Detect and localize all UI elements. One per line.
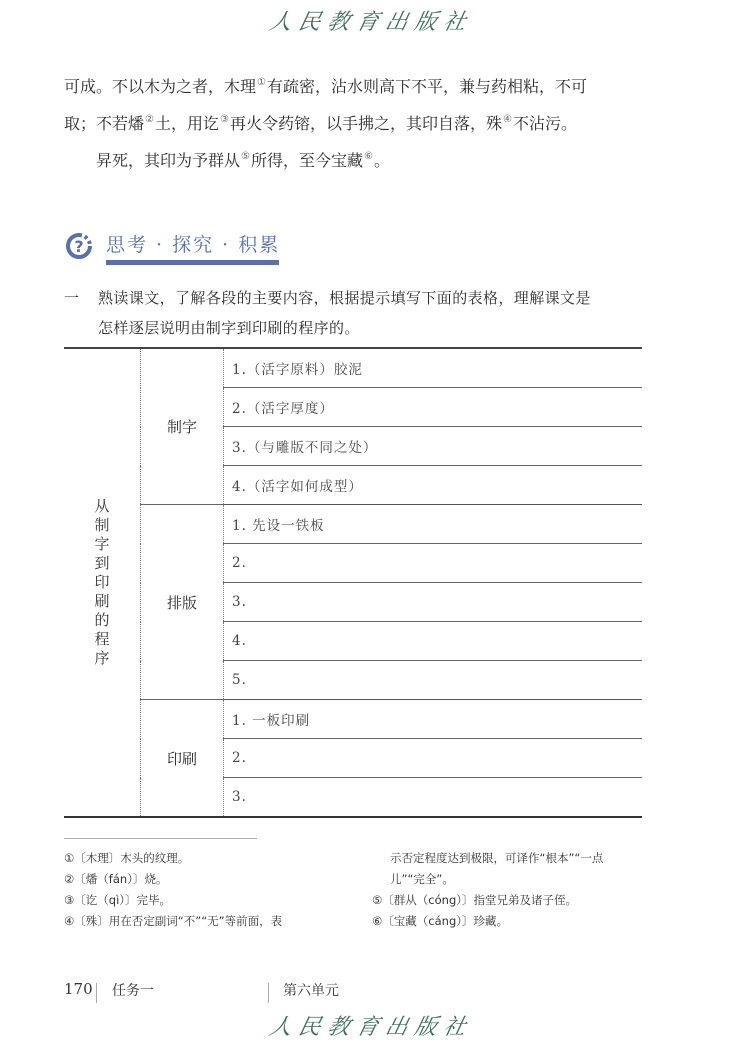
footnote-ref-4[interactable]: ④ — [502, 114, 512, 125]
table-row[interactable]: 3. — [224, 583, 643, 622]
table-row[interactable]: 4.（活字如何成型） — [224, 466, 643, 505]
footnote-ref-6[interactable]: ⑥ — [364, 151, 373, 162]
footer-task-label: 任务一 — [112, 983, 154, 999]
section-title: 思考 · 探究 · 积累 — [106, 234, 281, 256]
body-paragraph — [64, 66, 654, 177]
footnote-ref-1[interactable]: ① — [257, 77, 266, 88]
footer-divider — [268, 983, 269, 1003]
stage-paiban: 排版 — [141, 505, 224, 700]
task-number: 一 — [64, 289, 80, 307]
table-row[interactable]: 3.（与雕版不同之处） — [224, 427, 643, 466]
footnote-ref-2[interactable]: ② — [145, 114, 154, 125]
publisher-logo-top: 人民教育出版社 — [266, 10, 476, 35]
body-line-2: 取；不若燔②土，用讫③再火令药镕，以手拂之，其印自落，殊④不沾污。 — [64, 114, 577, 133]
body-line-1: 可成。不以木为之者，木理①有疏密，沾水则高下不平，兼与药相粘，不可 — [64, 77, 587, 96]
svg-text:?: ? — [74, 237, 84, 256]
task-line-1: 熟读课文，了解各段的主要内容，根据提示填写下面的表格，理解课文是 — [98, 289, 591, 307]
section-underline — [106, 260, 279, 265]
footnotes-right — [372, 848, 662, 932]
footer-unit-label: 第六单元 — [283, 983, 339, 999]
footer-divider — [96, 983, 97, 1003]
question-icon — [64, 231, 94, 261]
footnotes-left — [64, 848, 364, 932]
footnote-4-cont-2: 儿”“完全”。 — [390, 872, 454, 886]
table-row[interactable]: 2.（活字厚度） — [224, 388, 643, 427]
footnote-3: ③〔讫（qì）〕完毕。 — [64, 893, 172, 907]
stage-yinshua: 印刷 — [141, 700, 224, 818]
footnote-5: ⑤〔群从（cóng）〕指堂兄弟及诸子侄。 — [372, 893, 578, 907]
footnote-4: ④〔殊〕用在否定副词“不”“无”等前面，表 — [64, 914, 283, 928]
table-row[interactable]: 5. — [224, 661, 643, 700]
publisher-logo-bottom: 人民教育出版社 — [266, 1015, 476, 1040]
footnote-6: ⑥〔宝藏（cáng）〕珍藏。 — [372, 914, 509, 928]
table-row[interactable]: 2. — [224, 544, 643, 583]
footnote-4-cont-1: 示否定程度达到极限，可译作“根本”“一点 — [390, 851, 604, 865]
table-row[interactable]: 1. 一板印刷 — [224, 700, 643, 739]
stage-zhizi: 制字 — [141, 348, 224, 505]
footnote-ref-5[interactable]: ⑤ — [241, 151, 250, 162]
main-label-cell — [64, 348, 141, 817]
footnote-2: ②〔燔（fán）〕烧。 — [64, 872, 168, 886]
table-row[interactable]: 4. — [224, 622, 643, 661]
table-row[interactable]: 1. 先设一铁板 — [224, 505, 643, 544]
page-number: 170 — [64, 980, 93, 998]
section-header — [64, 228, 284, 272]
table-row[interactable]: 2. — [224, 739, 643, 778]
body-line-3: 昇死，其印为予群从⑤所得，至今宝藏⑥。 — [96, 151, 390, 170]
procedure-table — [64, 347, 642, 818]
task-line-2: 怎样逐层说明由制字到印刷的程序的。 — [98, 319, 360, 337]
table-row[interactable]: 3. — [224, 778, 643, 818]
footnote-1: ①〔木理〕木头的纹理。 — [64, 851, 190, 865]
table-row[interactable]: 1.（活字原料）胶泥 — [224, 348, 643, 388]
footnote-ref-3[interactable]: ③ — [220, 114, 229, 125]
main-label: 从制字到印刷的程序 — [94, 497, 110, 667]
footnote-divider — [64, 838, 257, 839]
